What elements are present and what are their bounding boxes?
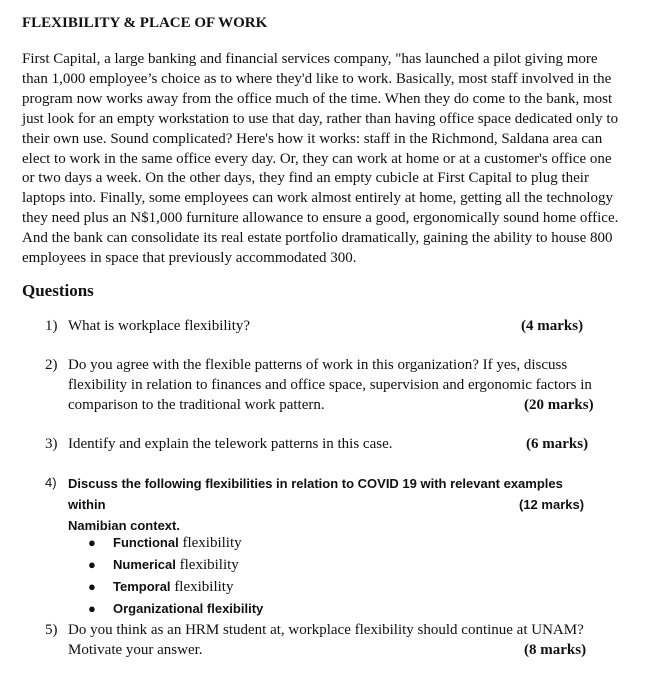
document-title: FLEXIBILITY & PLACE OF WORK	[22, 15, 268, 31]
paragraph-line: program now works away from the office much of the time. When they do come to the bank, most	[22, 90, 613, 107]
question-number: 1)	[45, 318, 58, 334]
question-line: Motivate your answer.	[68, 642, 203, 658]
paragraph-line: than 1,000 employee’s choice as to where they'd like to work. Basically, most staff involved in the	[22, 70, 612, 87]
question-line: Discuss the following flexibilities in relation to COVID 19 with relevant examples within	[68, 476, 563, 512]
question-line: Namibian context.	[68, 518, 180, 533]
bullet-item	[88, 576, 263, 598]
bullet-item	[88, 598, 263, 620]
bullet-rest: flexibility	[178, 535, 242, 551]
bullet-dot-icon: ●	[88, 535, 96, 550]
paragraph-line: elect to work in the same office every day. Or, they can work at home or at a customer's office one	[22, 150, 612, 167]
question-text	[68, 434, 593, 454]
question-marks: (12 marks)	[519, 497, 585, 512]
flexibility-bullet-list	[88, 532, 263, 620]
bullet-dot-icon: ●	[88, 579, 96, 594]
question-marks: (6 marks)	[526, 436, 589, 452]
question-number: 4)	[45, 475, 57, 490]
question-line: What is workplace flexibility?	[68, 318, 251, 334]
paragraph-line: laptops into. Finally, some employees can work almost entirely at home, getting all the technology	[22, 190, 613, 207]
question-line: Do you agree with the flexible patterns of work in this organization? If yes, discuss	[68, 357, 568, 373]
bullet-rest: flexibility	[170, 579, 234, 595]
questions-heading: Questions	[22, 281, 94, 300]
paragraph-line: or two days a week. On the other days, they find an empty cubicle at First Capital to plug their	[22, 170, 589, 187]
bullet-dot-icon: ●	[88, 557, 96, 572]
question-text	[68, 473, 593, 536]
paragraph-line: And the bank can consolidate its real estate portfolio dramatically, gaining the ability to house 800	[22, 230, 613, 247]
bullet-item	[88, 554, 263, 576]
question-marks: (20 marks)	[524, 397, 594, 413]
case-study-paragraph	[22, 50, 622, 269]
bullet-bold-term: Functional	[113, 535, 179, 550]
question-line: comparison to the traditional work pattern.	[68, 397, 325, 413]
bullet-rest: flexibility	[175, 557, 239, 573]
paragraph-line: First Capital, a large banking and financial services company, "has launched a pilot giving more	[22, 51, 598, 67]
bullet-bold-term: Numerical	[113, 557, 176, 572]
question-marks: (8 marks)	[524, 642, 587, 658]
bullet-bold-term: Organizational flexibility	[113, 601, 264, 616]
bullet-bold-term: Temporal	[113, 579, 171, 594]
question-number: 3)	[45, 436, 58, 452]
bullet-item	[88, 532, 263, 554]
paragraph-line: employees in space that previously accommodated 300.	[22, 250, 357, 267]
question-line: Do you think as an HRM student at, workplace flexibility should continue at UNAM?	[68, 622, 584, 638]
question-line: Identify and explain the telework patterns in this case.	[68, 436, 393, 452]
bullet-dot-icon: ●	[88, 601, 96, 616]
question-number: 2)	[45, 357, 58, 373]
question-text	[68, 355, 593, 415]
paragraph-line: they need plus an N$1,000 furniture allowance to ensure a good, ergonomically sound home office.	[22, 210, 619, 227]
paragraph-line: just look for an empty workstation to use that day, rather than having office space dedicated only to	[22, 110, 619, 127]
paragraph-line: their own use. Sound complicated? Here's how it works: staff in the Richmond, Saldana area can	[22, 130, 603, 147]
question-text	[68, 316, 593, 336]
question-number: 5)	[45, 622, 58, 638]
question-text	[68, 620, 593, 660]
question-marks: (4 marks)	[521, 318, 584, 334]
question-line: flexibility in relation to finances and office space, supervision and ergonomic factors in	[68, 377, 592, 393]
